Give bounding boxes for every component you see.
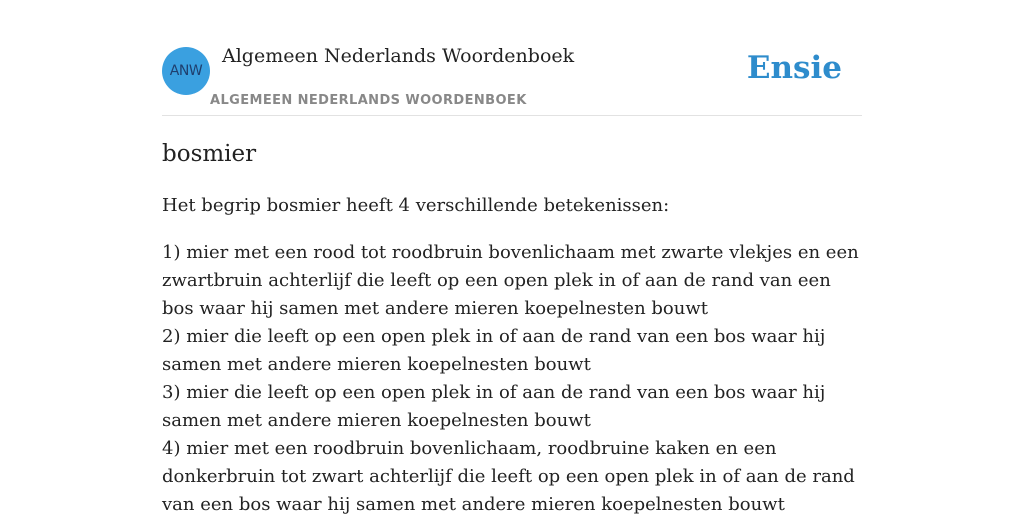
- meaning-item: 3) mier die leeft op een open plek in of aan de rand van een bos waar hij samen met andere mieren koepelnesten bouwt: [162, 382, 826, 431]
- meaning-item: 4) mier met een roodbruin bovenlichaam, roodbruine kaken en een donkerbruin tot zwart achterlijf die leeft op een open plek in of aan de rand van een bos waar hij samen met andere mieren koepelnesten bouwt: [162, 438, 855, 515]
- ensie-logo-link[interactable]: Ensie: [746, 50, 842, 86]
- dictionary-title[interactable]: Algemeen Nederlands Woordenboek: [222, 45, 575, 67]
- dictionary-subtitle: ALGEMEEN NEDERLANDS WOORDENBOEK: [210, 93, 527, 108]
- page-header: [162, 0, 862, 116]
- logo-text: ANW: [169, 63, 203, 79]
- meanings-list: [162, 239, 862, 519]
- anw-logo[interactable]: [162, 47, 210, 95]
- meaning-item: 1) mier met een rood tot roodbruin bovenlichaam met zwarte vlekjes en een zwartbruin achterlijf die leeft op een open plek in of aan de rand van een bos waar hij samen met andere mieren koepelnesten bouwt: [162, 242, 859, 319]
- content-card: [162, 0, 862, 515]
- page-title: bosmier: [162, 141, 257, 167]
- meanings-intro: Het begrip bosmier heeft 4 verschillende betekenissen:: [162, 195, 670, 216]
- meaning-item: 2) mier die leeft op een open plek in of aan de rand van een bos waar hij samen met andere mieren koepelnesten bouwt: [162, 326, 826, 375]
